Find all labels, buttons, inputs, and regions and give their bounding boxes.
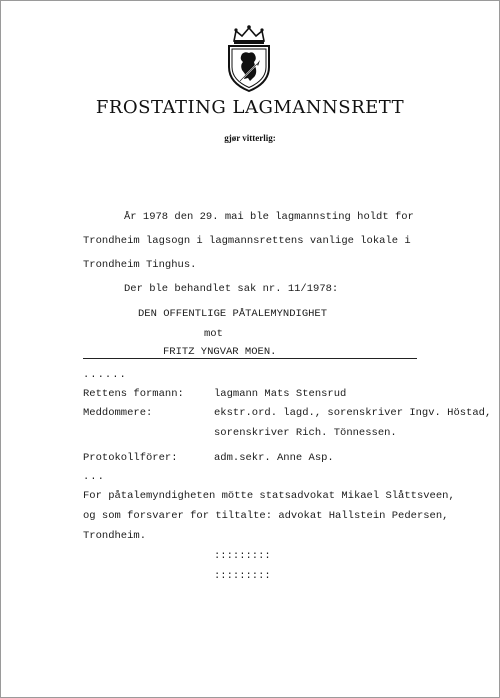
- intro-line-1: År 1978 den 29. mai ble lagmannsting holdt for: [124, 211, 414, 223]
- assessors-line-2: sorenskriver Rich. Tönnessen.: [214, 427, 397, 439]
- footer-marks-1: :::::::::: [214, 550, 271, 562]
- court-name-heading: FROSTATING LAGMANNSRETT: [95, 97, 405, 118]
- divider-line: [83, 358, 417, 359]
- intro-line-4: Der ble behandlet sak nr. 11/1978:: [124, 283, 339, 295]
- chair-value: lagmann Mats Stensrud: [214, 388, 347, 400]
- assessors-label: Meddommere:: [83, 407, 153, 419]
- norwegian-coat-of-arms-icon: [220, 23, 278, 93]
- clerk-value: adm.sekr. Anne Asp.: [214, 452, 334, 464]
- closing-line-1: For påtalemyndigheten mötte statsadvokat Mikael Slåttsveen,: [83, 490, 455, 502]
- separator-dots-1: ......: [83, 369, 127, 381]
- assessors-line-1: ekstr.ord. lagd., sorenskriver Ingv. Höstad,: [214, 407, 492, 419]
- closing-line-3: Trondheim.: [83, 530, 147, 542]
- clerk-label: Protokollförer:: [83, 452, 178, 464]
- versus-text: mot: [204, 328, 223, 340]
- subtitle: gjør vitterlig:: [224, 133, 276, 143]
- intro-line-3: Trondheim Tinghus.: [83, 259, 197, 271]
- closing-line-2: og som forsvarer for tiltalte: advokat Hallstein Pedersen,: [83, 510, 449, 522]
- prosecution-party: DEN OFFENTLIGE PÅTALEMYNDIGHET: [138, 308, 328, 320]
- intro-line-2: Trondheim lagsogn i lagmannsrettens vanlige lokale i: [83, 235, 411, 247]
- separator-dots-2: ...: [83, 471, 105, 483]
- defendant-party: FRITZ YNGVAR MOEN.: [163, 346, 277, 358]
- footer-marks-2: :::::::::: [214, 570, 271, 582]
- chair-label: Rettens formann:: [83, 388, 184, 400]
